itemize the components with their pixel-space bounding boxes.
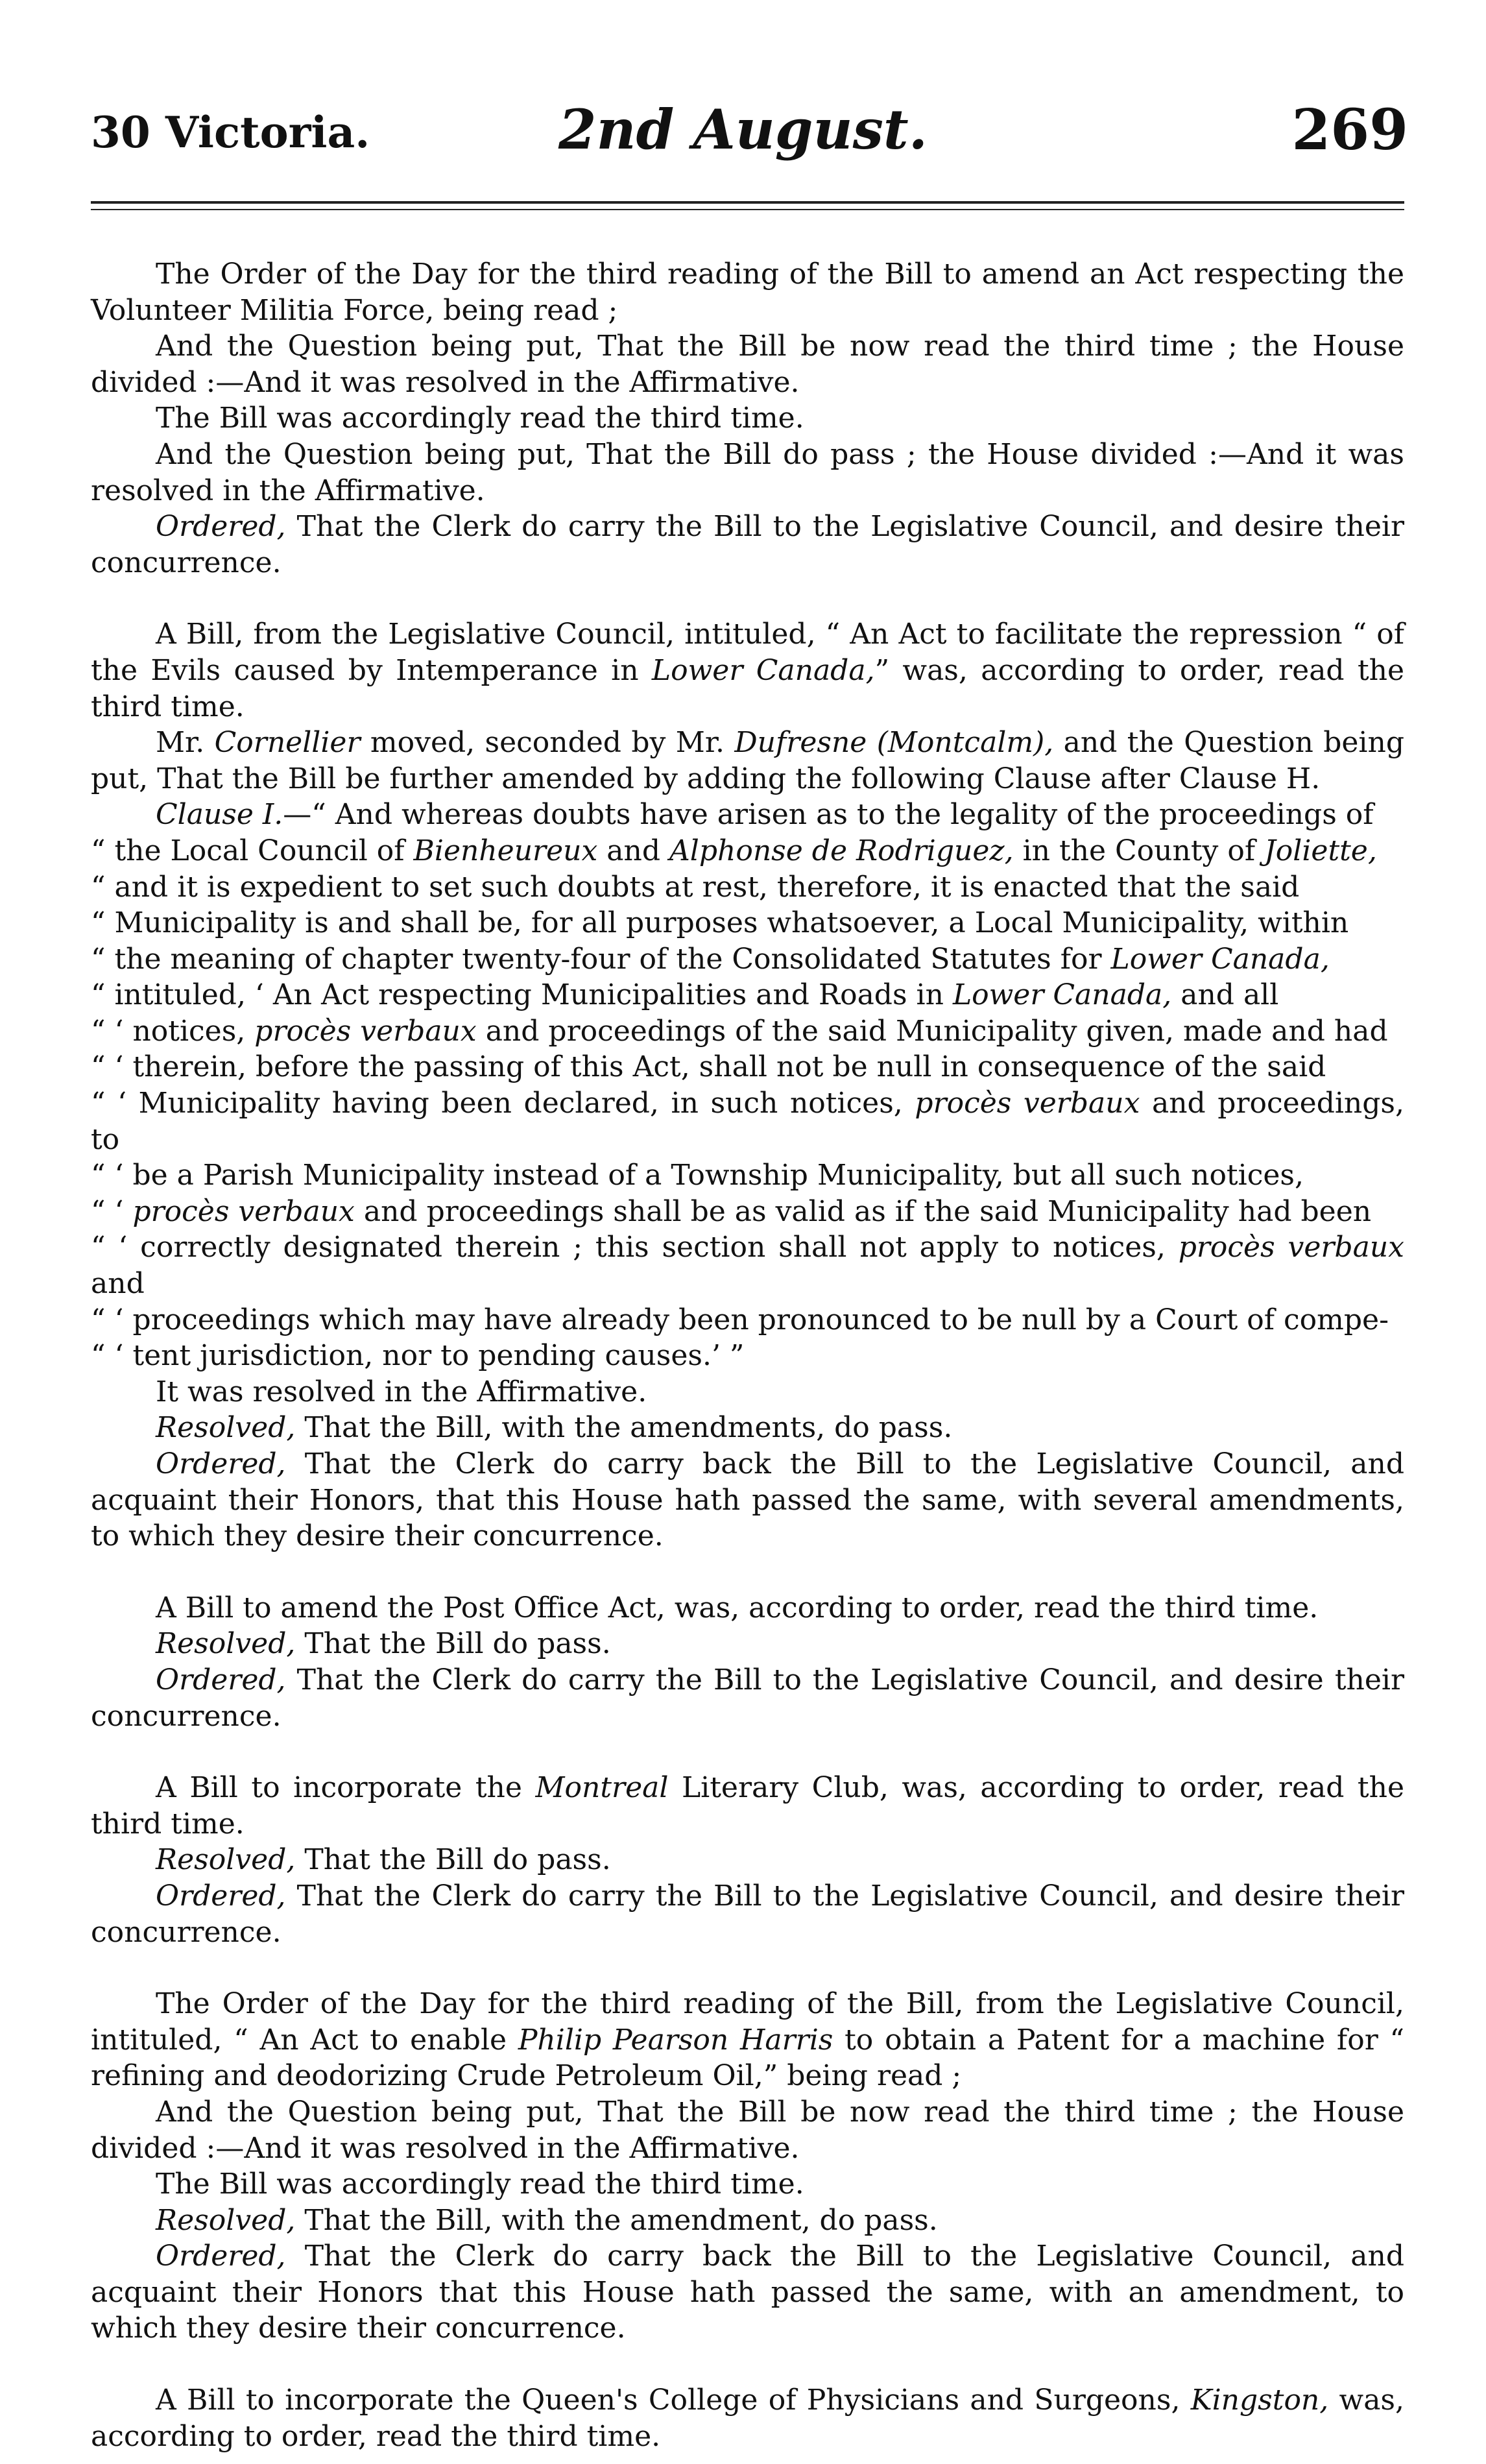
clause-text: in the County of xyxy=(1013,834,1265,867)
clause-emphasis: Lower Canada, xyxy=(1110,942,1330,976)
clause-emphasis: procès verbaux xyxy=(1178,1231,1404,1264)
paragraph: The Order of the Day for the third reading of the Bill to amend an Act respecting the Volunteer Militia Force, being read ; xyxy=(91,258,1404,327)
entry-text: Mr. xyxy=(156,726,215,760)
entry-lead: Ordered, xyxy=(156,510,286,544)
paragraph xyxy=(91,2382,1404,2454)
entry-lead: Resolved, xyxy=(156,2203,296,2237)
clause-line: “ ‘ proceedings which may have already been pronounced to be null by a Court of compe- xyxy=(91,1303,1389,1336)
paragraph xyxy=(91,1626,1404,1662)
entry-emphasis: Lower Canada, xyxy=(651,653,875,687)
entry-text: The Order of the Day for the third reading of the Bill, from the Legislative Council, intituled, “ An Act to enable xyxy=(91,1987,1404,2057)
paragraph xyxy=(91,509,1404,581)
paragraph xyxy=(91,725,1404,797)
entry-text: That the Bill, with the amendments, do pass. xyxy=(295,1411,953,1445)
entry-text: Literary Club, was, according to order, read the third time. xyxy=(91,1771,1404,1841)
clause-line xyxy=(91,1194,1404,1230)
paragraph: The Bill was accordingly read the third time. xyxy=(156,2168,804,2201)
clause-line: “ Municipality is and shall be, for all purposes whatsoever, a Local Municipality, within xyxy=(91,906,1349,940)
entry-text: A Bill, from the Legislative Council, intituled, “ An Act to facilitate the repression “ of the Evils caused by Intemperance in xyxy=(91,618,1404,687)
clause-text: and proceedings shall be as valid as if the said Municipality had been xyxy=(354,1194,1372,1228)
clause-lead: Clause I. xyxy=(156,798,283,832)
clause-text: “ the Local Council of xyxy=(91,834,414,867)
clause-line xyxy=(91,1085,1404,1157)
clause-emphasis: procès verbaux xyxy=(915,1087,1140,1120)
paragraph xyxy=(91,1662,1404,1734)
clause-emphasis: Alphonse de Rodriguez, xyxy=(669,834,1014,867)
paragraph: The Bill was accordingly read the third time. xyxy=(156,402,804,435)
paragraph xyxy=(91,1770,1404,1842)
clause-text: “ ‘ correctly designated therein ; this section shall not apply to notices, xyxy=(91,1231,1179,1264)
clause-line xyxy=(91,941,1404,978)
clause-text: and proceedings of the said Municipality given, made and had xyxy=(476,1014,1388,1048)
clause-line: “ and it is expedient to set such doubts at rest, therefore, it is enacted that the said xyxy=(91,870,1300,904)
clause-line xyxy=(91,833,1404,869)
entry-text: to obtain a Patent for a machine for “ refining and deodorizing Crude Petroleum Oil,” being read ; xyxy=(91,2023,1404,2093)
header-rule-thick xyxy=(91,201,1404,204)
clause-text: and xyxy=(91,1267,145,1301)
clause-text: “ ‘ xyxy=(91,1194,133,1228)
clause-text: —“ And whereas doubts have arisen as to the legality of the proceedings of xyxy=(283,798,1374,832)
clause-emphasis: Joliette, xyxy=(1264,834,1377,867)
clause-text: “ ‘ notices, xyxy=(91,1014,255,1048)
paragraph: And the Question being put, That the Bill do pass ; the House divided :—And it was resolved in the Affirmative. xyxy=(91,437,1404,507)
clause-emphasis: procès verbaux xyxy=(254,1014,477,1048)
entry-lead: Ordered, xyxy=(156,1879,286,1913)
clause-text: and xyxy=(597,834,669,867)
paragraph xyxy=(91,1446,1404,1554)
clause-line: “ ‘ therein, before the passing of this Act, shall not be null in consequence of the said xyxy=(91,1050,1326,1084)
paragraph: And the Question being put, That the Bill be now read the third time ; the House divided :—And it was resolved in the Affirmative. xyxy=(91,2095,1404,2165)
entry-lead: Ordered, xyxy=(156,1663,286,1697)
clause-text: and all xyxy=(1171,978,1279,1012)
clause-text: “ intituled, ‘ An Act respecting Municipalities and Roads in xyxy=(91,978,953,1012)
clause-line xyxy=(91,1013,1404,1050)
paragraph: It was resolved in the Affirmative. xyxy=(156,1375,647,1408)
paragraph xyxy=(91,616,1404,725)
entry-text: A Bill to incorporate the xyxy=(156,1771,536,1805)
clause-line xyxy=(91,797,1404,833)
running-head-date: 2nd August. xyxy=(558,97,928,162)
entry-text: That the Clerk do carry the Bill to the Legislative Council, and desire their concurrence. xyxy=(91,1879,1404,1949)
paragraph: And the Question being put, That the Bill be now read the third time ; the House divided :—And it was resolved in the Affirmative. xyxy=(91,330,1404,399)
page-number: 269 xyxy=(1291,97,1408,163)
paragraph xyxy=(91,1878,1404,1950)
entry-lead: Ordered, xyxy=(156,1447,286,1480)
entry-emphasis: Philip Pearson Harris xyxy=(518,2023,833,2057)
paragraph xyxy=(91,1986,1404,2094)
entry-text: moved, seconded by Mr. xyxy=(360,726,735,760)
clause-block xyxy=(91,797,1404,1374)
entry-text: That the Bill, with the amendment, do pass. xyxy=(295,2203,938,2237)
header-rule-thin xyxy=(91,209,1404,210)
entry-lead: Resolved, xyxy=(156,1627,296,1661)
entry-text: That the Clerk do carry back the Bill to the Legislative Council, and acquaint their Honors that this House hath passed the same, with an amendment, to which they desire their concurrence. xyxy=(91,2240,1404,2345)
entry-text: That the Clerk do carry the Bill to the Legislative Council, and desire their concurrence. xyxy=(91,1663,1404,1733)
clause-emphasis: procès verbaux xyxy=(132,1194,355,1228)
member-name: Cornellier xyxy=(214,726,361,760)
entry-text: ” was, according to order, read the third time. xyxy=(91,653,1404,723)
paragraph xyxy=(91,2238,1404,2347)
entry-lead: Resolved, xyxy=(156,1411,296,1445)
paragraph xyxy=(91,1842,1404,1878)
paragraph xyxy=(91,2203,1404,2239)
clause-text: “ ‘ Municipality having been declared, in such notices, xyxy=(91,1087,915,1120)
member-name: Dufresne (Montcalm), xyxy=(734,726,1054,760)
entry-text: That the Bill do pass. xyxy=(295,1627,611,1661)
entry-text: and the Question being put, That the Bill be further amended by adding the following Clause after Clause H. xyxy=(91,726,1404,795)
entry-lead: Ordered, xyxy=(156,2240,286,2273)
entry-lead: Resolved, xyxy=(156,1843,296,1877)
entry-text: That the Bill do pass. xyxy=(295,1843,611,1877)
clause-emphasis: Lower Canada, xyxy=(952,978,1172,1012)
entry-emphasis: Montreal xyxy=(535,1771,669,1805)
paragraph: A Bill to amend the Post Office Act, was, according to order, read the third time. xyxy=(156,1591,1319,1625)
entry-text: That the Clerk do carry the Bill to the Legislative Council, and desire their concurrence. xyxy=(91,510,1404,579)
paragraph xyxy=(91,1410,1404,1446)
entry-text: A Bill to incorporate the Queen's College of Physicians and Surgeons, xyxy=(156,2384,1191,2417)
clause-line: “ ‘ be a Parish Municipality instead of a Township Municipality, but all such notices, xyxy=(91,1159,1304,1192)
clause-line xyxy=(91,1229,1404,1301)
clause-line: “ ‘ tent jurisdiction, nor to pending causes.’ ” xyxy=(91,1339,745,1373)
entry-text: was, according to order, read the third time. xyxy=(91,2384,1404,2453)
clause-text: “ the meaning of chapter twenty-four of the Consolidated Statutes for xyxy=(91,942,1111,976)
entry-emphasis: Kingston, xyxy=(1190,2384,1329,2417)
running-head-session: 30 Victoria. xyxy=(91,107,370,158)
journal-body xyxy=(91,256,1404,2454)
entry-text: That the Clerk do carry back the Bill to the Legislative Council, and acquaint their Honors, that this House hath passed the same, with several amendments, to which they desire their concurrence. xyxy=(91,1447,1404,1553)
clause-emphasis: Bienheureux xyxy=(413,834,598,867)
clause-text: and proceedings, to xyxy=(91,1087,1404,1156)
clause-line xyxy=(91,977,1404,1013)
